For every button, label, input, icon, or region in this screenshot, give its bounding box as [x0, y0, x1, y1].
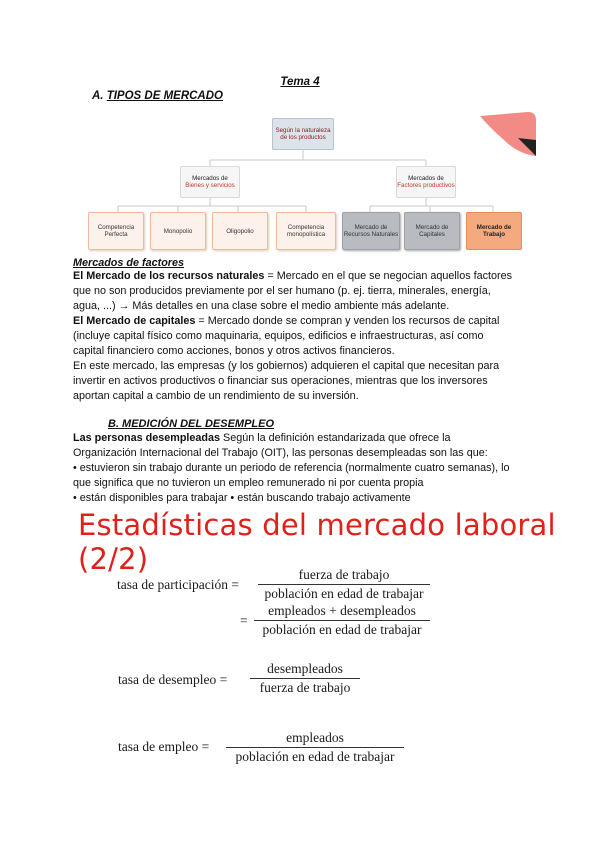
- fraction-numerator: empleados: [286, 730, 344, 745]
- factores-line: capital financiero como acciones, bonos y otros activos financieros.: [73, 345, 395, 357]
- section-a-title: TIPOS DE MERCADO: [106, 90, 223, 102]
- diagram-node-label-line2: Bienes y servicios: [185, 182, 235, 189]
- slide-title: Estadísticas del mercado laboral (2/2): [78, 508, 556, 576]
- fraction-denominator: fuerza de trabajo: [259, 680, 351, 695]
- empleo-label: tasa de empleo =: [118, 739, 210, 754]
- diagram-leaf-capitales: Mercado de Capitales: [404, 212, 460, 250]
- diagram-node-label-line1: Mercados de: [192, 175, 228, 182]
- desempleadas-term: Las personas desempleadas: [73, 432, 221, 444]
- diagram-node-label-line1: Mercados de: [408, 175, 444, 182]
- participacion-fraction-1: [258, 567, 430, 602]
- fraction-numerator: empleados + desempleados: [268, 603, 416, 618]
- text-span: = Mercado en el que se negocian aquellos factores: [264, 270, 513, 282]
- diagram-root-node: Según la naturaleza de los productos: [272, 118, 334, 150]
- capitales-term: El Mercado de capitales: [73, 315, 196, 327]
- diagram-leaf-trabajo: Mercado de Trabajo: [466, 212, 522, 250]
- desempleo-line: • estuvieron sin trabajo durante un periodo de referencia (normalmente cuatro semanas), lo: [73, 462, 510, 474]
- factores-line: aportan capital a cambio de un rendimiento de su inversión.: [73, 390, 359, 402]
- factores-heading: Mercados de factores: [73, 257, 185, 269]
- desempleo-fraction: [250, 661, 360, 696]
- factores-line: (incluye capital físico como maquinaria, equipos, edificios e infraestructuras, así como: [73, 330, 484, 342]
- text-span: Según la definición estandarizada que ofrece la: [220, 432, 451, 444]
- factores-line: que no son producidos previamente por el ser humano (p. ej. tierra, minerales, energía,: [73, 285, 491, 297]
- fraction-numerator: desempleados: [267, 661, 343, 676]
- fraction-denominator: población en edad de trabajar: [262, 622, 422, 637]
- desempleo-label: tasa de desempleo =: [118, 672, 228, 687]
- participacion-label: tasa de participación =: [117, 577, 239, 592]
- fraction-denominator: población en edad de trabajar: [264, 586, 424, 601]
- diagram-node-label-line2: Factores productivos: [397, 182, 455, 189]
- diagram-leaf-recursos-naturales: Mercado de Recursos Naturales: [342, 212, 400, 250]
- text-span: = Mercado donde se compran y venden los recursos de capital: [195, 315, 500, 327]
- desempleo-line: • están disponibles para trabajar • están buscando trabajo activamente: [73, 492, 411, 504]
- section-a-letter: A.: [92, 90, 104, 102]
- empleo-fraction: [226, 730, 404, 765]
- diagram-leaf-monopolio: Monopolio: [150, 212, 206, 250]
- fraction-denominator: población en edad de trabajar: [235, 749, 395, 764]
- participacion-equals: =: [240, 613, 248, 628]
- section-b-heading: B. MEDICIÓN DEL DESEMPLEO: [108, 418, 275, 430]
- desempleo-line: que significa que no tuvieron un empleo remunerado ni por cuenta propia: [73, 477, 424, 489]
- diagram-leaf-competencia-perfecta: Competencia Perfecta: [88, 212, 144, 250]
- diagram-leaf-competencia-monopolistica: Competencia monopolística: [276, 212, 336, 250]
- participacion-fraction-2: [254, 603, 430, 638]
- factores-line: agua, ...) → Más detalles en una clase sobre el medio ambiente más adelante.: [73, 300, 450, 312]
- diagram-leaf-oligopolio: Oligopolio: [212, 212, 268, 250]
- desempleo-line: Organización Internacional del Trabajo (OIT), las personas desempleadas son las que:: [73, 447, 488, 459]
- factores-line: invertir en activos productivos o financiar sus operaciones, mientras que los inversores: [73, 375, 488, 387]
- recursos-naturales-term: El Mercado de los recursos naturales: [73, 270, 265, 282]
- page-title: Tema 4: [280, 76, 320, 88]
- fraction-numerator: fuerza de trabajo: [298, 567, 390, 582]
- factores-line: En este mercado, las empresas (y los gobiernos) adquieren el capital que necesitan para: [73, 360, 500, 372]
